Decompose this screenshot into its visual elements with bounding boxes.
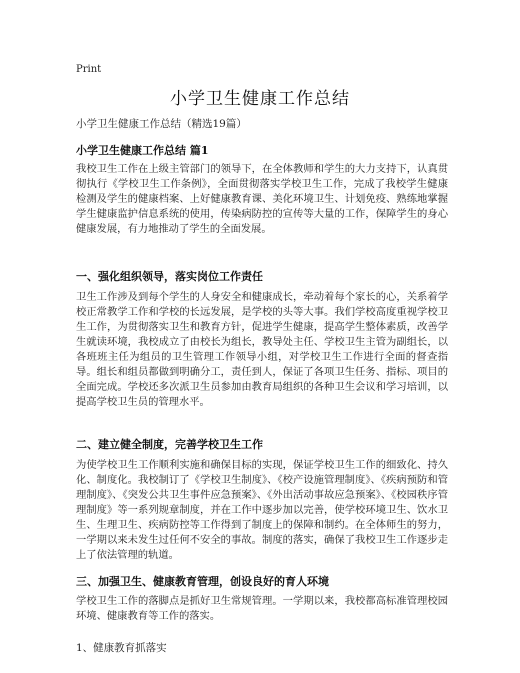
- section-heading-3: 三、加强卫生、健康教育管理，创设良好的育人环境: [76, 575, 329, 588]
- section-heading-2: 二、建立健全制度，完善学校卫生工作: [76, 438, 263, 451]
- page-title: 小学卫生健康工作总结: [170, 89, 350, 109]
- article-heading: 小学卫生健康工作总结 篇1: [76, 144, 209, 157]
- document-subtitle: 小学卫生健康工作总结（精选19篇）: [76, 118, 247, 130]
- print-link[interactable]: Print: [76, 64, 102, 75]
- section-paragraph-2: 为使学校卫生工作顺利实施和确保目标的实现，保证学校卫生工作的细致化、持久化、制度化。我校制订了《学校卫生制度》、《校产设施管理制度》、《疾病预防和管理制度》、《突发公共卫生事件应急预案》、《外出活动事故应急预案》、《校园秩序管理制度》等一系列规章制度，并在工作中逐步加以完善，使学校环境卫生、饮水卫生、生理卫生、疾病防控等工作得到了制度上的保障和制约。在全体师生的努力，一学期以来未发生过任何不安全的事故。制度的落实，确保了我校卫生工作逐步走上了依法管理的轨道。: [76, 459, 448, 561]
- list-item: 1、健康教育抓落实: [76, 642, 167, 654]
- intro-paragraph: 我校卫生工作在上级主管部门的领导下，在全体教师和学生的大力支持下，认真贯彻执行《学校卫生工作条例》，全面贯彻落实学校卫生工作，完成了我校学生健康检测及学生的健康档案、上好健康教育课、美化环境卫生、计划免疫、熟练地掌握学生健康监护信息系统的使用，传染病防控的宣传等大量的工作，保障学生的身心健康发展，有力地推动了学生的全面发展。: [76, 163, 448, 235]
- section-heading-1: 一、强化组织领导，落实岗位工作责任: [76, 270, 263, 283]
- section-paragraph-3: 学校卫生工作的落脚点是抓好卫生常规管理。一学期以来，我校都高标准管理校园环境、健康教育等工作的落实。: [76, 595, 448, 622]
- section-paragraph-1: 卫生工作涉及到每个学生的人身安全和健康成长，牵动着每个家长的心，关系着学校正常教学工作和学校的长远发展，是学校的头等大事。我们学校高度重视学校卫生工作，为贯彻落实卫生和教育方针，促进学生健康，提高学生整体素质，改善学生就读环境，我校成立了由校长为组长，教导处主任、学校卫生主管为副组长，以各班班主任为组员的卫生管理工作领导小组，对学校卫生工作进行全面的督查指导。组长和组员都做到明确分工，责任到人，保证了各项卫生任务、指标、项目的全面完成。学校还多次派卫生员参加由教育局组织的各种卫生会议和学习培训，以提高学校卫生员的管理水平。: [76, 291, 448, 408]
